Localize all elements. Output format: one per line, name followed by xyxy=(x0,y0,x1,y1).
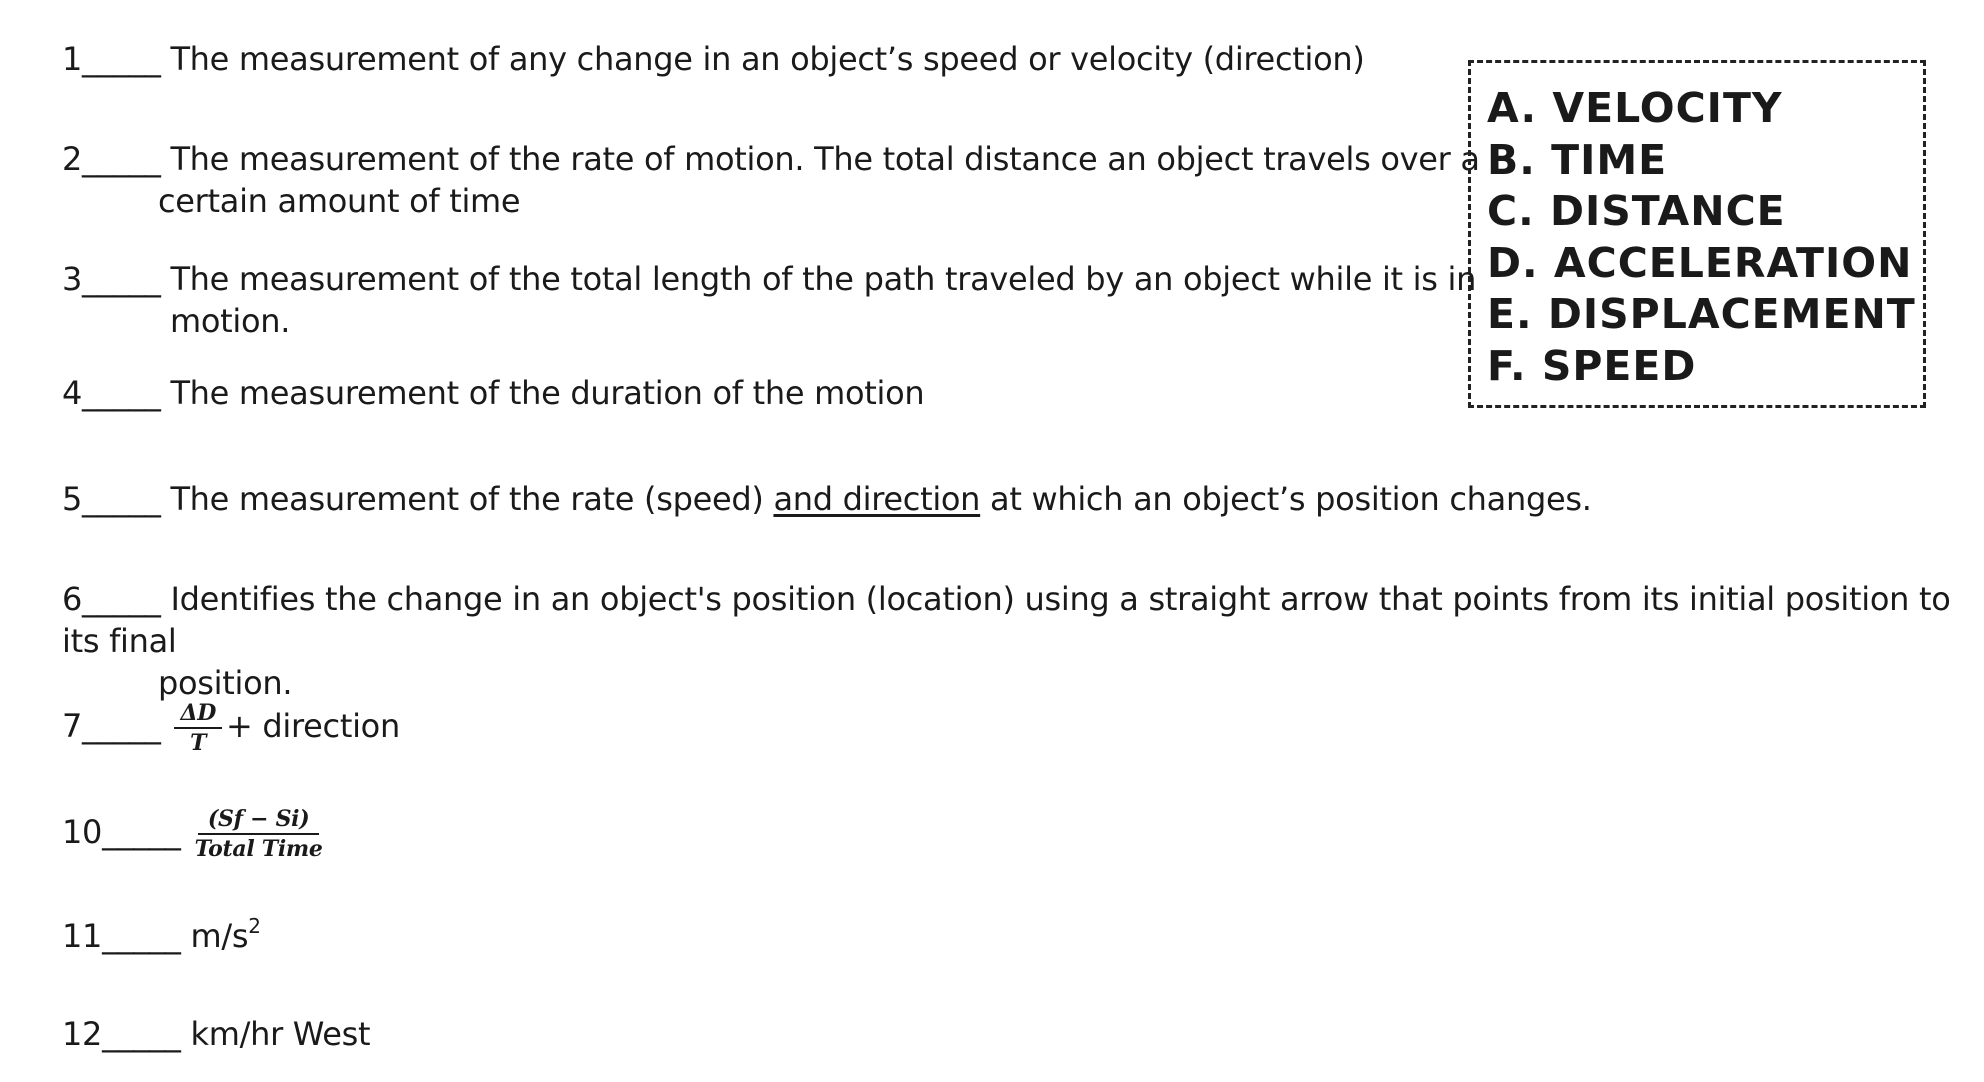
formula-fraction xyxy=(185,806,333,862)
fraction-numerator: (Sf − Si) xyxy=(198,806,319,835)
word-bank-option-e: E. DISPLACEMENT xyxy=(1487,290,1916,338)
superscript: 2 xyxy=(248,914,261,938)
fraction-numerator: ΔD xyxy=(174,700,222,729)
question-text: Identifies the change in an object's position (location) using a straight arrow that points from its initial position to its final xyxy=(62,580,1951,660)
question-text-continued: motion. xyxy=(170,302,291,340)
question-text: + direction xyxy=(226,707,400,745)
question-11 xyxy=(62,915,261,957)
question-number[interactable]: 4_____ xyxy=(62,374,161,412)
question-number[interactable]: 2_____ xyxy=(62,140,161,178)
question-text-underlined: and direction xyxy=(773,480,981,518)
question-number[interactable]: 3_____ xyxy=(62,260,161,298)
word-bank-option-c: C. DISTANCE xyxy=(1487,187,1786,235)
question-10 xyxy=(62,806,337,862)
formula-fraction xyxy=(174,700,222,756)
fraction-denominator: T xyxy=(190,730,207,756)
word-bank-option-f: F. SPEED xyxy=(1487,341,1697,390)
question-text: km/hr West xyxy=(190,1015,371,1053)
question-6 xyxy=(62,578,1984,704)
question-4 xyxy=(62,372,924,414)
question-number[interactable]: 12_____ xyxy=(62,1015,181,1053)
question-number[interactable]: 6_____ xyxy=(62,580,161,618)
question-text-continued: position. xyxy=(158,664,293,702)
question-12 xyxy=(62,1013,370,1055)
word-bank-option-a: A. VELOCITY xyxy=(1487,84,1783,132)
question-2 xyxy=(62,138,1480,222)
question-5 xyxy=(62,478,1592,520)
fraction-denominator: Total Time xyxy=(194,836,323,862)
question-text-continued: certain amount of time xyxy=(158,182,521,220)
question-number[interactable]: 10_____ xyxy=(62,813,181,851)
question-number[interactable]: 11_____ xyxy=(62,917,181,955)
word-bank-box xyxy=(1468,60,1926,408)
word-bank-option-d: D. ACCELERATION xyxy=(1487,238,1913,287)
question-number[interactable]: 5_____ xyxy=(62,480,161,518)
question-number[interactable]: 1_____ xyxy=(62,40,161,78)
question-text: The measurement of any change in an object’s speed or velocity (direction) xyxy=(170,40,1365,78)
question-number[interactable]: 7_____ xyxy=(62,707,161,745)
question-3 xyxy=(62,258,1476,342)
word-bank-option-b: B. TIME xyxy=(1487,135,1668,184)
question-text: The measurement of the total length of the path traveled by an object while it is in xyxy=(170,260,1477,298)
question-1 xyxy=(62,38,1365,80)
question-text: at which an object’s position changes. xyxy=(990,480,1592,518)
question-text: The measurement of the duration of the motion xyxy=(170,374,925,412)
question-text: The measurement of the rate of motion. The total distance an object travels over a xyxy=(170,140,1480,178)
question-7 xyxy=(62,700,400,756)
question-text: m/s xyxy=(190,917,249,955)
question-text: The measurement of the rate (speed) xyxy=(170,480,764,518)
